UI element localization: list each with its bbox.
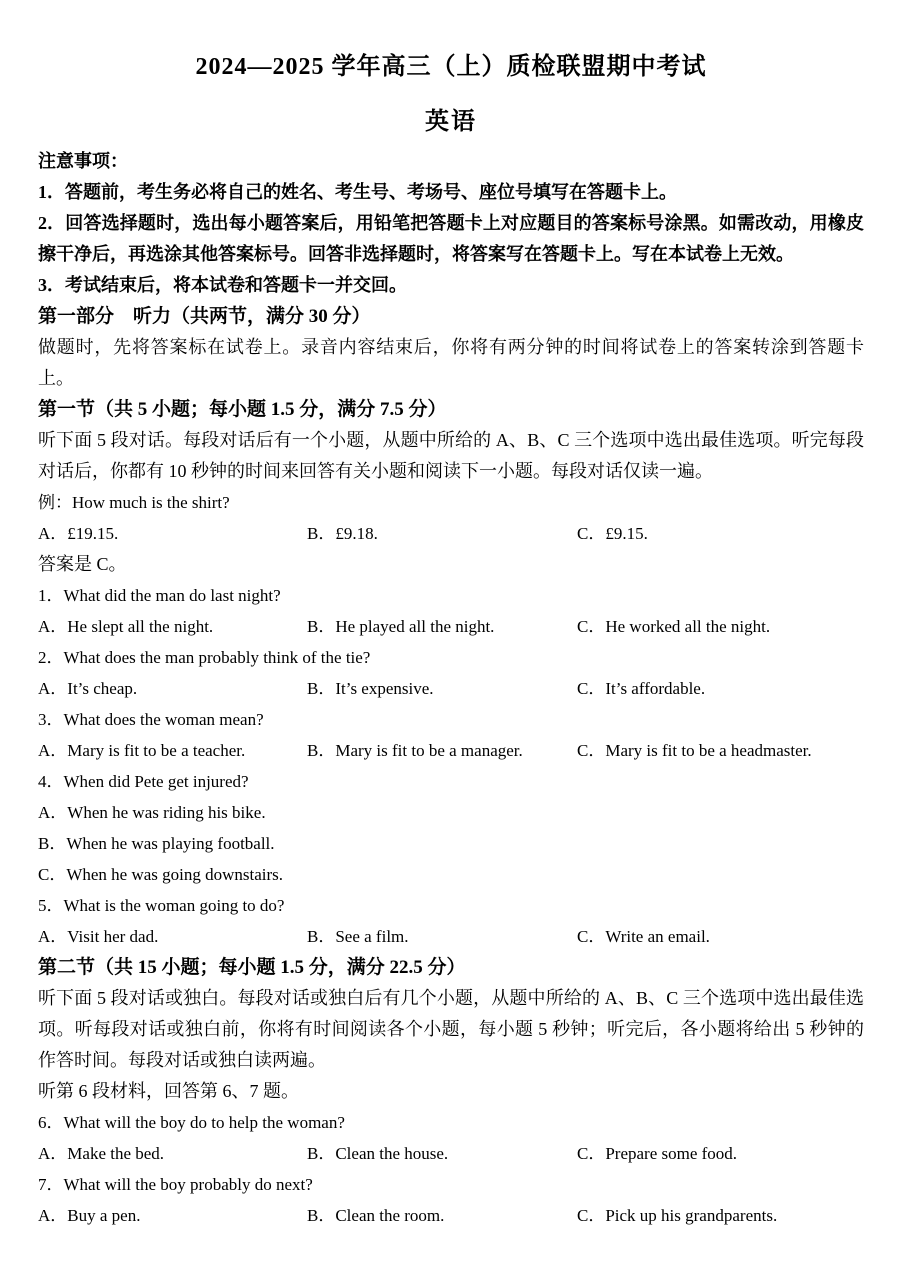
question-4-option-c: C．When he was going downstairs. (38, 865, 284, 884)
question-1-option-c: C．He worked all the night. (577, 617, 771, 636)
question-4-prompt: 4．When did Pete get injured? (38, 772, 249, 791)
question-1-prompt: 1．What did the man do last night? (38, 586, 281, 605)
question-2-option-a: A．It’s cheap. (38, 679, 138, 698)
question-1-option-a: A．He slept all the night. (38, 617, 214, 636)
question-6-prompt: 6．What will the boy do to help the woman? (38, 1113, 345, 1132)
question-1-option-b: B．He played all the night. (307, 617, 495, 636)
question-5-prompt: 5．What is the woman going to do? (38, 896, 285, 915)
question-1-options-row (38, 611, 864, 642)
notice-item-3: 3．考试结束后，将本试卷和答题卡一并交回。 (38, 275, 407, 295)
example-option-c: C．£9.15. (577, 524, 648, 543)
question-4-option-a: A．When he was riding his bike. (38, 803, 266, 822)
exam-subtitle: 英语 (425, 109, 477, 135)
notice-heading: 注意事项： (38, 151, 128, 171)
section2-note: 听下面 5 段对话或独白。每段对话或独白后有几个小题，从题中所给的 A、B、C 三个选项中选出最佳选项。听每段对话或独白前，你将有时间阅读各个小题，每小题 5 秒钟；听完后，各小题将给出 5 秒钟的作答时间。每段对话或独白读两遍。 (38, 988, 864, 1070)
question-6-option-c: C．Prepare some food. (577, 1144, 738, 1163)
question-6-options-row (38, 1138, 864, 1169)
question-3-prompt: 3．What does the woman mean? (38, 710, 264, 729)
example-option-a: A．£19.15. (38, 524, 119, 543)
question-3-options-row (38, 735, 864, 766)
section2-heading: 第二节（共 15 小题；每小题 1.5 分，满分 22.5 分） (38, 957, 466, 978)
example-options-row (38, 518, 864, 549)
question-5-option-c: C．Write an email. (577, 927, 710, 946)
question-7-prompt: 7．What will the boy probably do next? (38, 1175, 313, 1194)
part1-heading: 第一部分 听力（共两节，满分 30 分） (38, 306, 371, 327)
question-4-option-b: B．When he was playing football. (38, 834, 275, 853)
question-2-option-b: B．It’s expensive. (307, 679, 434, 698)
question-5-option-a: A．Visit her dad. (38, 927, 159, 946)
exam-title: 2024—2025 学年高三（上）质检联盟期中考试 (195, 54, 707, 80)
question-2-options-row (38, 673, 864, 704)
question-5-options-row (38, 921, 864, 952)
question-7-options-row (38, 1200, 864, 1231)
question-7-option-c: C．Pick up his grandparents. (577, 1206, 778, 1225)
example-prompt: 例：How much is the shirt? (38, 493, 230, 512)
example-option-b: B．£9.18. (307, 524, 378, 543)
section2-material-note: 听第 6 段材料，回答第 6、7 题。 (38, 1081, 299, 1101)
notice-item-2: 2．回答选择题时，选出每小题答案后，用铅笔把答题卡上对应题目的答案标号涂黑。如需改动，用橡皮擦干净后，再选涂其他答案标号。回答非选择题时，将答案写在答题卡上。写在本试卷上无效。 (38, 213, 864, 264)
question-7-option-b: B．Clean the room. (307, 1206, 445, 1225)
question-3-option-c: C．Mary is fit to be a headmaster. (577, 741, 812, 760)
question-3-option-b: B．Mary is fit to be a manager. (307, 741, 523, 760)
section1-heading: 第一节（共 5 小题；每小题 1.5 分，满分 7.5 分） (38, 399, 447, 420)
part1-note: 做题时，先将答案标在试卷上。录音内容结束后，你将有两分钟的时间将试卷上的答案转涂到答题卡上。 (38, 337, 864, 388)
question-2-option-c: C．It’s affordable. (577, 679, 706, 698)
question-7-option-a: A．Buy a pen. (38, 1206, 141, 1225)
question-3-option-a: A．Mary is fit to be a teacher. (38, 741, 246, 760)
question-6-option-b: B．Clean the house. (307, 1144, 449, 1163)
section1-note: 听下面 5 段对话。每段对话后有一个小题，从题中所给的 A、B、C 三个选项中选出最佳选项。听完每段对话后，你都有 10 秒钟的时间来回答有关小题和阅读下一小题。每段对话仅读一遍。 (38, 430, 864, 481)
notice-item-1: 1．答题前，考生务必将自己的姓名、考生号、考场号、座位号填写在答题卡上。 (38, 182, 677, 202)
question-2-prompt: 2．What does the man probably think of the tie? (38, 648, 371, 667)
question-6-option-a: A．Make the bed. (38, 1144, 165, 1163)
question-5-option-b: B．See a film. (307, 927, 409, 946)
example-answer: 答案是 C。 (38, 554, 127, 574)
